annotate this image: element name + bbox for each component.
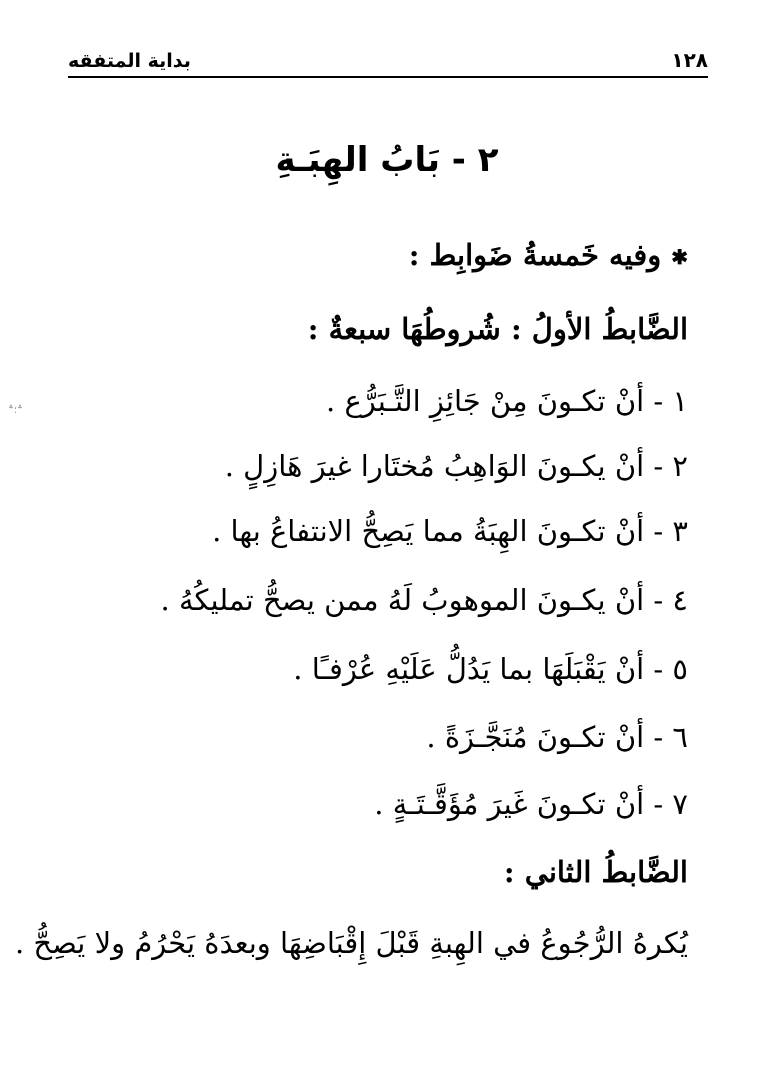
condition-item: ٢ - أنْ يكـونَ الوَاهِبُ مُختَارا غيرَ هَازِلٍ . <box>224 449 688 483</box>
rule-two-heading: الضَّابطُ الثاني : <box>503 855 688 889</box>
rule-one-heading: الضَّابطُ الأولُ : شُروطُهَا سبعةٌ : <box>307 312 688 346</box>
intro-text: وفيه خَمسةُ ضَوابِط : <box>408 238 662 272</box>
condition-item: ٤ - أنْ يكـونَ الموهوبُ لَهُ ممن يصحُّ تمليكُهُ . <box>160 583 688 617</box>
condition-item: ٣ - أنْ تكـونَ الهِبَةُ مما يَصِحُّ الانتفاعُ بها . <box>212 514 688 548</box>
page-number: ١٢٨ <box>671 48 708 72</box>
condition-item: ١ - أنْ تكـونَ مِنْ جَائِزِ التَّـبَرُّع . <box>326 384 688 418</box>
header-divider <box>68 76 708 78</box>
condition-item: ٦ - أنْ تكـونَ مُنَجَّـزَةً . <box>426 720 688 754</box>
margin-speck: ؞؛؞ <box>8 405 23 416</box>
condition-item: ٧ - أنْ تكـونَ غَيرَ مُؤَقَّـتَـةٍ . <box>374 787 688 821</box>
intro-line <box>409 232 688 280</box>
running-book-title: بداية المتفقه <box>68 50 191 72</box>
page-header <box>68 44 708 72</box>
chapter-title: ٢ - بَابُ الهِبَـةِ <box>275 140 499 180</box>
bullet-icon: ✱ <box>671 245 688 269</box>
condition-item: ٥ - أنْ يَقْبَلَهَا بما يَدُلُّ عَلَيْهِ عُرْفـًا . <box>293 652 688 686</box>
rule-two-text: يُكرهُ الرُّجُوعُ في الهِبةِ قَبْلَ إِقْبَاضِهَا وبعدَهُ يَحْرُمُ ولا يَصِحُّ . <box>14 926 688 960</box>
